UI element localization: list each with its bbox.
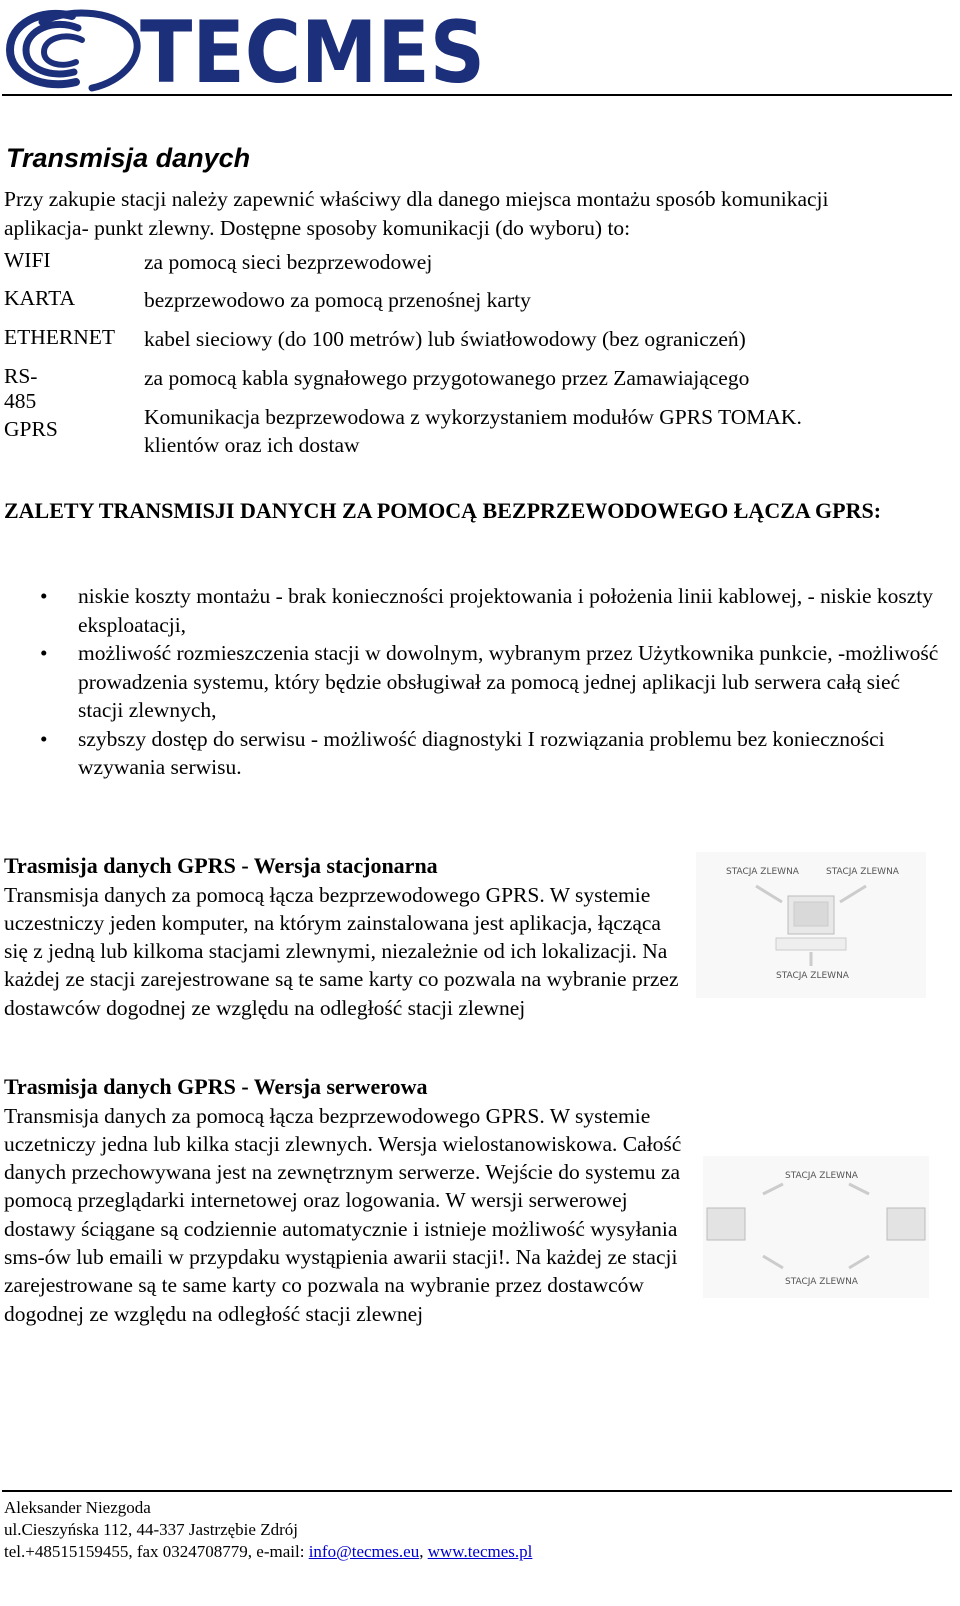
arrow-icon — [849, 1256, 869, 1268]
list-item-text: niskie koszty montażu - brak konieczności projektowania i położenia linii kablowej, - niskie koszty eksploatacji, — [78, 584, 934, 637]
section-stationary — [4, 852, 684, 1022]
header — [2, 2, 952, 94]
comm-name: ETHERNET — [4, 325, 116, 349]
page-title: Transmisja danych — [6, 143, 251, 173]
computer-icon — [707, 1208, 745, 1240]
email-link[interactable]: info@tecmes.eu — [308, 1542, 420, 1561]
footer — [4, 1497, 532, 1563]
section-body: Transmisja danych za pomocą łącza bezprzewodowego GPRS. W systemie uczestniczy jeden komputer, na którym zainstalowana jest aplikacja, łącząca się z jedną lub kilkoma stacjami zlewnymi, niezależnie od ich lokalizacji. Na każdej ze stacji zarejestrowane są te same karty co pozwala na wybranie przez dostawców dogodnej ze względu na odległość stacji zlewnej — [4, 882, 679, 1020]
comm-name: GPRS — [4, 417, 58, 441]
intro-paragraph: Przy zakupie stacji należy zapewnić właściwy dla danego miejsca montażu sposób komunikacji aplikacja- punkt zlewny. Dostępne sposoby komunikacji (do wyboru) to: — [4, 187, 829, 240]
list-item — [4, 639, 949, 725]
comm-desc: za pomocą kabla sygnałowego przygotowanego przez Zamawiającego — [144, 366, 750, 390]
diagram-label: STACJA ZLEWNA — [785, 1277, 858, 1287]
header-divider — [2, 94, 952, 96]
footer-name: Aleksander Niezgoda — [4, 1498, 151, 1517]
section-heading: Trasmisja danych GPRS - Wersja stacjonarna — [4, 853, 438, 878]
diagram-label: STACJA ZLEWNA — [826, 867, 899, 877]
comm-name: KARTA — [4, 286, 76, 310]
advantages-list — [4, 582, 949, 782]
logo-wordmark: TECMES — [140, 3, 485, 92]
bullet-icon: • — [40, 726, 48, 751]
list-item — [4, 725, 949, 782]
arrow-icon — [840, 886, 866, 902]
stationary-diagram — [696, 852, 926, 998]
comm-desc: kabel sieciowy (do 100 metrów) lub światłowodowy (bez ograniczeń) — [144, 327, 746, 351]
arrow-icon — [849, 1184, 869, 1194]
server-diagram — [703, 1156, 929, 1298]
section-server — [4, 1073, 684, 1328]
footer-divider — [2, 1490, 952, 1492]
comm-desc: za pomocą sieci bezprzewodowej — [144, 250, 433, 274]
footer-contact-text: tel.+48515159455, fax 0324708779, e-mail: — [4, 1542, 309, 1561]
diagram-label: STACJA ZLEWNA — [776, 971, 849, 981]
section-heading: Trasmisja danych GPRS - Wersja serwerowa — [4, 1074, 428, 1099]
list-item-text: szybszy dostęp do serwisu - możliwość diagnostyki I rozwiązania problemu bez konieczności wzywania serwisu. — [78, 726, 885, 779]
footer-address: ul.Cieszyńska 112, 44-337 Jastrzębie Zdrój — [4, 1520, 298, 1539]
bullet-icon: • — [40, 641, 48, 665]
computer-icon — [887, 1208, 925, 1240]
list-item — [4, 582, 949, 639]
bullet-icon: • — [40, 584, 48, 608]
screen-icon — [794, 902, 828, 926]
comm-desc-line2: klientów oraz ich dostaw — [144, 433, 360, 457]
comm-name: WIFI — [4, 248, 51, 272]
comm-name: RS-485 — [4, 364, 38, 413]
footer-contact — [4, 1541, 532, 1563]
comm-desc: Komunikacja bezprzewodowa z wykorzystaniem modułów GPRS TOMAK. — [144, 405, 802, 429]
arrow-icon — [756, 886, 782, 902]
list-item-text: możliwość rozmieszczenia stacji w dowolnym, wybranym przez Użytkownika punkcie, -możliwość prowadzenia systemu, który będzie obsługiwał za pomocą jednej aplikacji lub serwera całą sieć stacji zlewnych, — [78, 641, 939, 722]
arrow-icon — [763, 1256, 783, 1268]
website-link[interactable]: www.tecmes.pl — [427, 1542, 533, 1561]
section-body: Transmisja danych za pomocą łącza bezprzewodowego GPRS. W systemie uczetniczy jedna lub kilka stacji zlewnych. Wersja wielostanowiskowa. Całość danych przechowywana jest na zewnętrznym serwerze. Wejście do systemu za pomocą przeglądarki internetowej oraz logowania. W wersji serwerowej dostawy ściągane są codziennie automatycznie i istnieje możliwość wysyłania sms-ów lub emaili w przypdaku wystąpienia awarii stacji!. Na każdej ze stacji zarejestrowane są te same karty co pozwala na wybranie przez dostawców dogodnej ze względu na odległość stacji zlewnej — [4, 1103, 682, 1326]
keyboard-icon — [776, 938, 846, 950]
advantages-heading: ZALETY TRANSMISJI DANYCH ZA POMOCĄ BEZPRZEWODOWEGO ŁĄCZA GPRS: — [4, 498, 882, 523]
footer-separator: , — [419, 1542, 428, 1561]
comm-desc: bezprzewodowo za pomocą przenośnej karty — [144, 288, 531, 312]
diagram-label: STACJA ZLEWNA — [785, 1171, 858, 1181]
tecmes-logo — [2, 2, 502, 92]
diagram-label: STACJA ZLEWNA — [726, 867, 799, 877]
arrow-icon — [763, 1184, 783, 1194]
